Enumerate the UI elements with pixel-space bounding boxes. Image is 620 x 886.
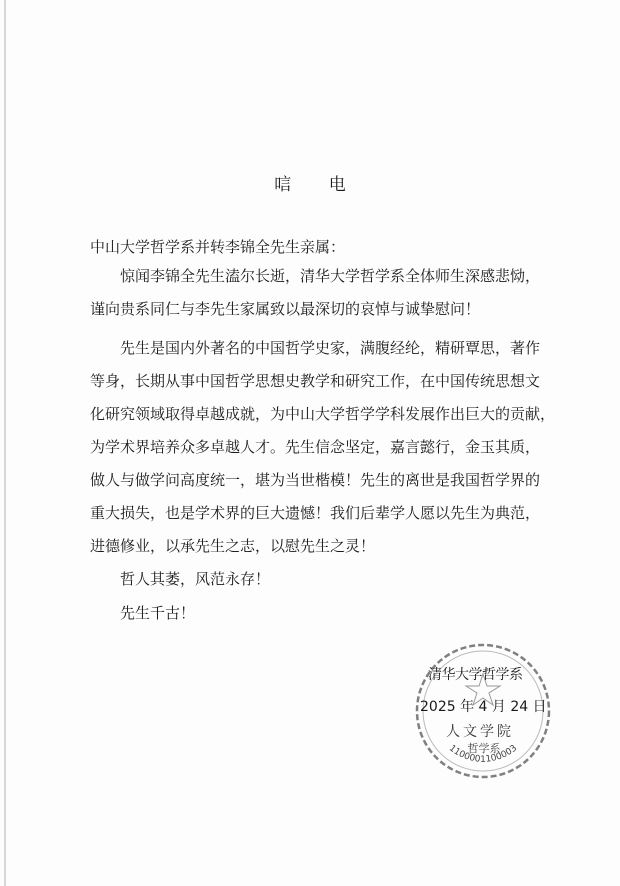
paragraph-line: 做人与做学问高度统一，堪为当世楷模！先生的离世是我国哲学界的	[90, 471, 541, 489]
salutation: 中山大学哲学系并转李锦全先生亲属：	[90, 238, 346, 256]
document-title: 唁 电	[274, 175, 362, 195]
paragraph-line: 惊闻李锦全先生溘尔长逝，清华大学哲学系全体师生深感悲恸，	[120, 267, 541, 285]
paragraph-line: 重大损失，也是学术界的巨大遗憾！我们后辈学人愿以先生为典范，	[90, 504, 541, 522]
paragraph-line: 谨向贵系同仁与李先生家属致以最深切的哀悼与诚挚慰问！	[90, 300, 481, 318]
signature-date: 2025 年 4 月 24 日	[420, 699, 547, 715]
paragraph-line: 为学术界培养众多卓越人才。先生信念坚定，嘉言懿行，金玉其质，	[90, 438, 541, 456]
paragraph-condolence	[90, 260, 541, 326]
paragraph-line: 化研究领域取得卓越成就，为中山大学哲学学科发展作出巨大的贡献，	[90, 405, 556, 423]
page-edge	[4, 0, 6, 886]
closing-line-1: 哲人其萎，风范永存！	[120, 570, 271, 588]
signature-department: 清华大学哲学系	[428, 667, 523, 683]
seal-top-text: 人文学院	[446, 724, 514, 740]
paragraph-line: 进德修业，以承先生之志，以慰先生之灵！	[90, 537, 376, 555]
closing-line-2: 先生千古！	[120, 604, 196, 622]
paragraph-line: 先生是国内外著名的中国哲学史家，满腹经纶，精研覃思，著作	[120, 339, 541, 357]
paragraph-line: 等身，长期从事中国哲学思想史教学和研究工作，在中国传统思想文	[90, 372, 541, 390]
paragraph-tribute	[90, 332, 556, 563]
seal-center-text: 哲学系	[467, 742, 501, 755]
seal-number: 1100001100003	[446, 743, 520, 765]
